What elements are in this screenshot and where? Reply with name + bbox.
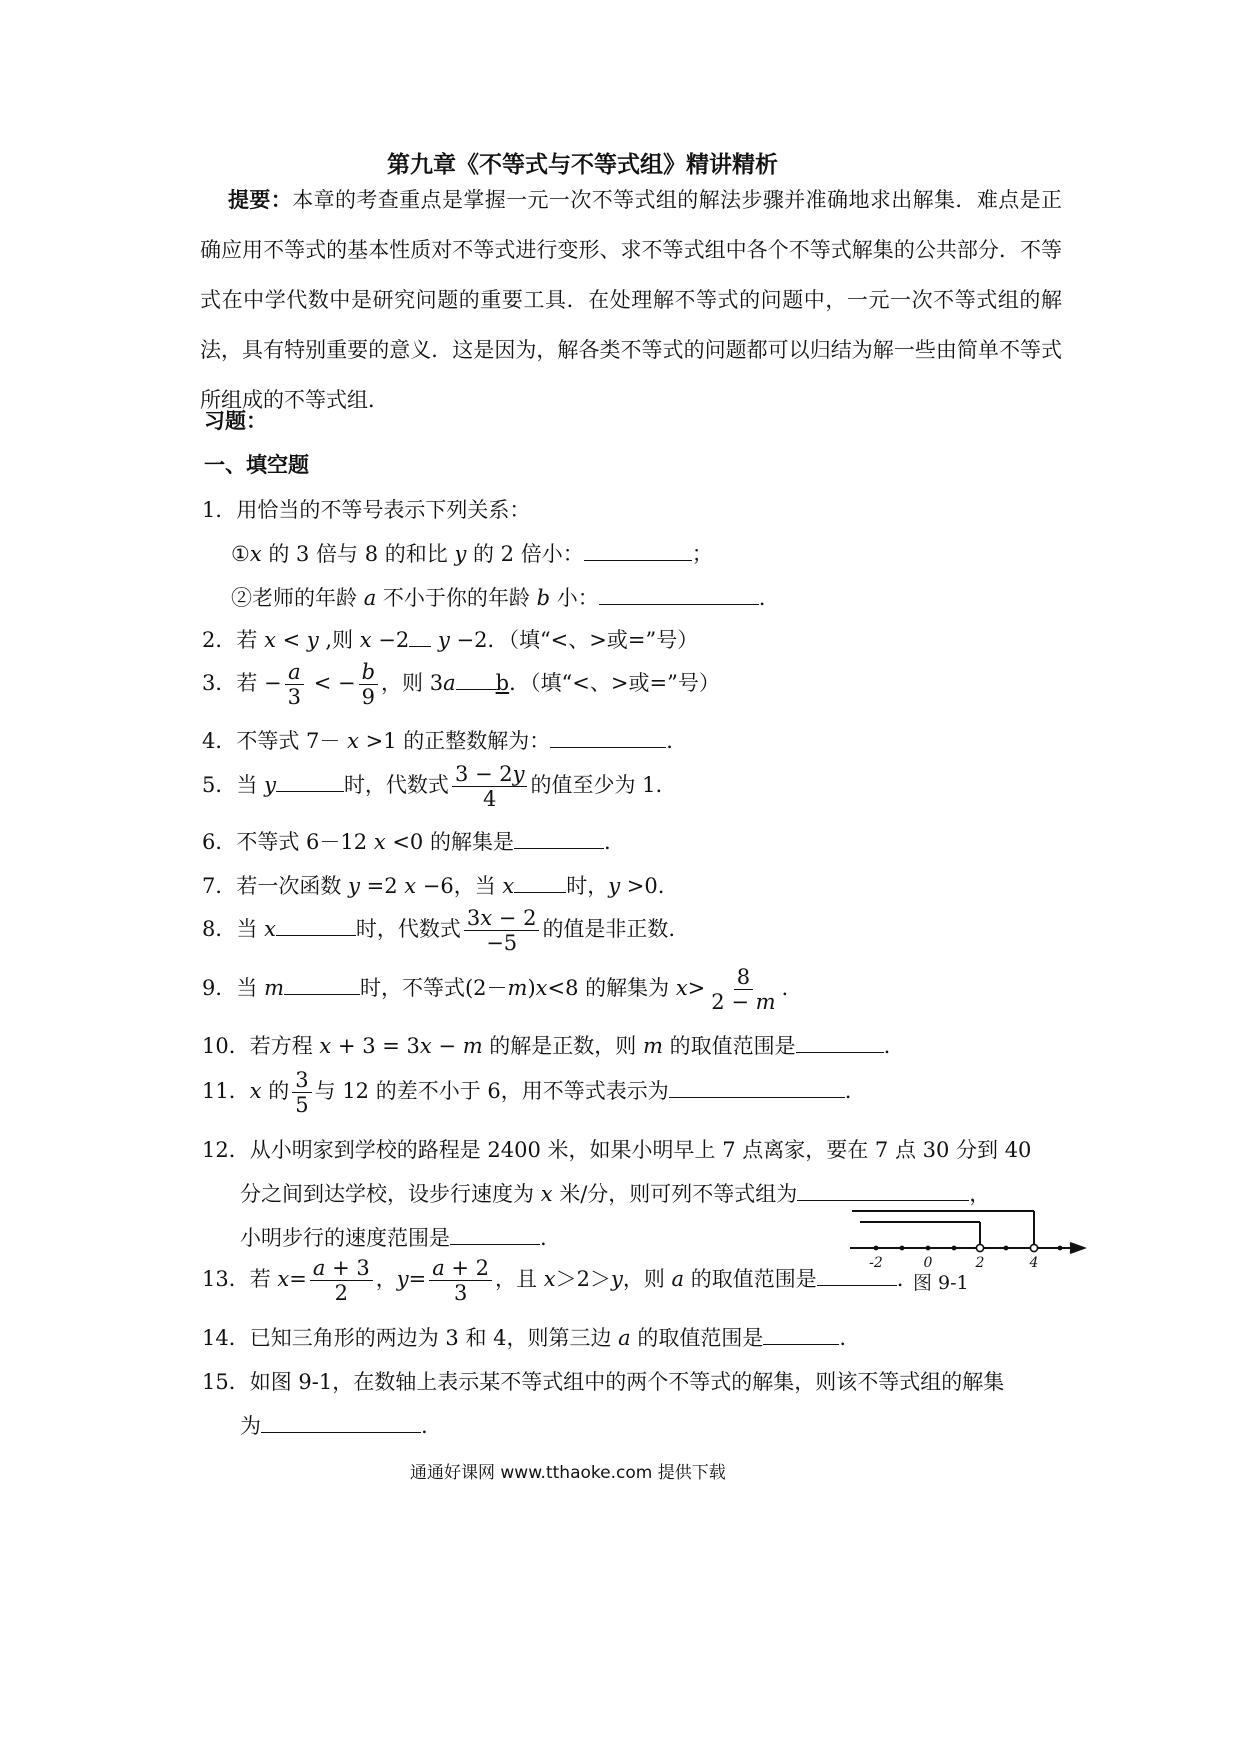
question-14: 14．已知三角形的两边为 3 和 4，则第三边 a 的取值范围是 . [202,1322,846,1352]
answer-blank[interactable] [276,913,356,936]
answer-blank[interactable] [514,870,566,893]
fraction: $\frac{3 - 2y}{4}$ [452,762,528,811]
fraction: $\frac{a + 2}{3}$ [429,1256,492,1305]
answer-blank[interactable] [797,1178,969,1201]
answer-blank[interactable] [284,972,360,995]
figure-caption: 图 9-1 [913,1272,969,1294]
tick-label: -2 [869,1255,883,1271]
answer-blank[interactable] [456,667,496,690]
fraction: $\frac{b}{9}$ [359,660,378,709]
question-12-line-1: 12．从小明家到学校的路程是 2400 米，如果小明早上 7 点离家，要在 7 点 30 分到 40 [202,1138,1032,1162]
question-1: 1．用恰当的不等号表示下列关系： [202,498,531,522]
summary-paragraph [200,175,1062,425]
tick-label: 0 [923,1255,933,1271]
summary-label: 提要： [228,188,293,212]
answer-blank[interactable] [763,1322,839,1345]
question-15-line-2: 为 . [240,1410,428,1440]
answer-blank[interactable] [514,826,604,849]
fraction: $\frac{a}{3}$ [285,660,304,709]
question-5: 5．当 y 时，代数式 $\frac{3 - 2y}{4}$ 的值至少为 1. [202,762,663,812]
question-15-line-1: 15．如图 9-1，在数轴上表示某不等式组中的两个不等式的解集，则该不等式组的解集 [202,1370,1005,1394]
question-1a: ①x 的 3 倍与 8 的和比 y 的 2 倍小： ； [231,538,713,568]
question-2: 2．若 x < y ,则 x −2 y −2．（填“<、>或=”号） [202,624,698,654]
answer-blank[interactable] [409,624,431,647]
section-heading-fill-in: 一、填空题 [204,453,309,477]
fraction: $\frac{3x - 2}{-5}$ [464,906,540,955]
question-13: 13．若 x= $\frac{a + 3}{2}$ ，y= $\frac{a + 2}{3}$ ，且 x＞2＞y，则 a 的取值范围是 . [202,1256,904,1306]
page-footer: 通通好课网 www.tthaoke.com 提供下载 [410,1463,726,1483]
fraction: $\frac{8}{2 - m}$ [711,965,776,1015]
answer-blank[interactable] [599,582,759,605]
answer-blank[interactable] [669,1075,845,1098]
answer-blank[interactable] [450,1222,540,1245]
tick-label: 2 [975,1255,985,1271]
question-12-line-2: 分之间到达学校，设步行速度为 x 米/分，则可列不等式组为 ， [240,1178,990,1208]
open-endpoint-2 [976,1244,983,1251]
summary-text: 本章的考查重点是掌握一元一次不等式组的解法步骤并准确地求出解集．难点是正确应用不等式的基本性质对不等式进行变形、求不等式组中各个不等式解集的公共部分．不等式在中学代数中是研究问题的重要工具．在处理解不等式的问题中，一元一次不等式组的解法，具有特别重要的意义．这是因为，解各类不等式的问题都可以归结为解一些由简单不等式所组成的不等式组． [200,188,1062,412]
question-4: 4．不等式 7－ x >1 的正整数解为： . [202,725,673,755]
exercises-label: 习题： [204,409,267,433]
answer-blank[interactable] [276,769,344,792]
answer-blank[interactable] [817,1263,897,1286]
question-11: 11．x 的 $\frac{3}{5}$ 与 12 的差不小于 6，用不等式表示为 . [202,1068,852,1118]
question-10: 10．若方程 x + 3 = 3x − m 的解是正数，则 m 的取值范围是 . [202,1030,890,1060]
question-7: 7．若一次函数 y =2 x −6，当 x 时，y >0. [202,870,664,900]
question-8: 8．当 x 时，代数式 $\frac{3x - 2}{-5}$ 的值是非正数. [202,906,676,956]
open-endpoint-4 [1030,1244,1037,1251]
answer-blank[interactable] [584,538,692,561]
question-9: 9．当 m 时，不等式(2－m)x<8 的解集为 x> $\frac{8}{2 - m}$ . [202,965,789,1015]
fraction: $\frac{3}{5}$ [292,1068,311,1117]
question-6: 6．不等式 6－12 x <0 的解集是 . [202,826,611,856]
question-1b: ②老师的年龄 a 不小于你的年龄 b 小： . [231,582,765,612]
question-12-line-3: 小明步行的速度范围是 . [240,1222,547,1252]
question-3: 3．若 − $\frac{a}{3}$ < − $\frac{b}{9}$ ，则 3a b．（填“<、>或=”号） [202,660,720,710]
fraction: $\frac{a + 3}{2}$ [310,1256,373,1305]
tick-label: 4 [1029,1255,1039,1271]
page-title: 第九章《不等式与不等式组》精讲精析 [387,152,778,178]
axis-arrow-icon [1070,1243,1084,1253]
answer-blank[interactable] [261,1410,421,1433]
answer-blank[interactable] [550,725,666,748]
answer-blank[interactable] [796,1030,884,1053]
